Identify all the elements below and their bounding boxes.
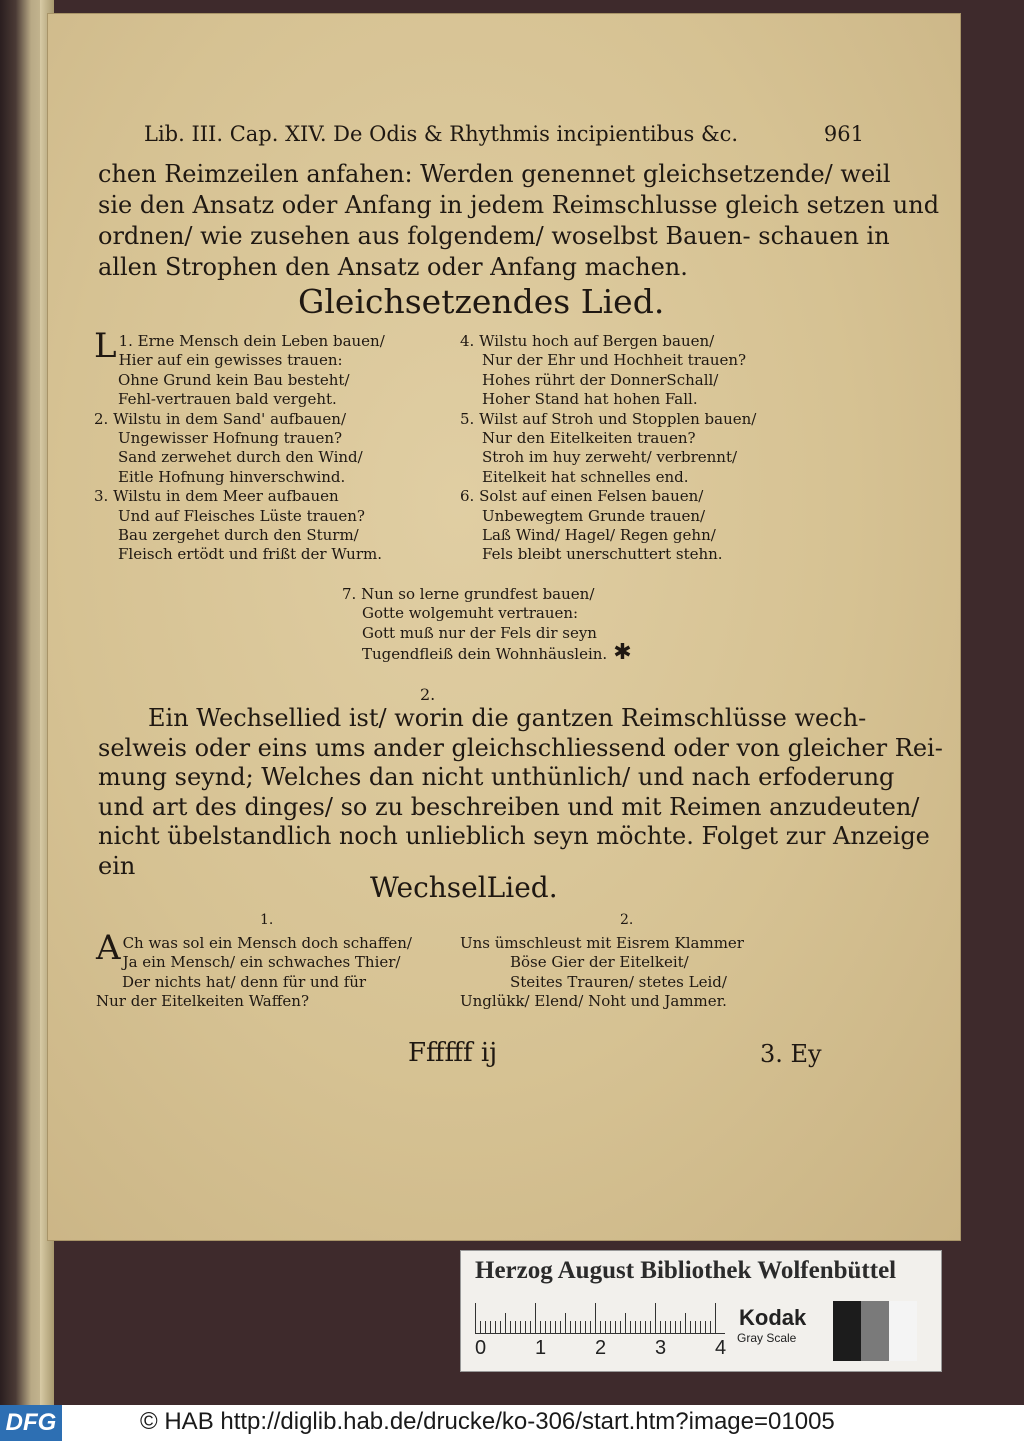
book-page [48,14,960,1240]
text-line: selweis oder eins ums ander gleichschliessend oder von gleicher Rei- [98,733,943,762]
stanza-number: 6. [460,487,475,506]
stanza-3 [94,487,385,565]
text-line: nicht übelstandlich noch unlieblich seyn möchte. Folget zur Anzeige [98,822,930,850]
ruler-tick [585,1321,586,1333]
measurement-ruler [475,1299,725,1334]
ruler-tick [635,1321,636,1333]
library-name: Herzog August Bibliothek Wolfenbüttel [475,1257,897,1284]
verse-line: Nun so lerne grundfest bauen/ [361,585,595,603]
ruler-numbers [475,1337,735,1361]
ruler-tick [690,1321,691,1333]
ruler-tick [695,1321,696,1333]
ruler-tick [510,1321,511,1333]
gray-swatch [861,1301,889,1361]
ruler-number: 4 [715,1337,727,1359]
verse-line: Nur der Ehr und Hochheit trauen? [482,351,747,370]
ruler-tick [480,1321,481,1333]
library-color-card [460,1250,942,1372]
gray-swatch [889,1301,917,1361]
verse-line: Gotte wolgemuht vertrauen: [362,604,579,623]
verse-line: Bau zergehet durch den Sturm/ [118,526,359,545]
verse-line: Laß Wind/ Hagel/ Regen gehn/ [482,526,716,545]
ruler-tick [705,1321,706,1333]
verse-line: Erne Mensch dein Leben bauen/ [137,332,385,350]
text-line: mung seynd; Welches dan nicht unthünlich/ und nach erfoderung [98,763,895,791]
verse-line: Hohes rührt der DonnerSchall/ [482,370,719,389]
stanza-1 [94,326,385,410]
stanza-number: 1. [118,332,133,350]
verse-line: Tugendfleiß dein Wohnhäuslein. [362,645,608,664]
ruler-tick [595,1303,596,1333]
verse-line: Hoher Stand hat hohen Fall. [482,390,698,409]
copyright-url: © HAB http://diglib.hab.de/drucke/ko-306/start.htm?image=01005 [140,1408,835,1435]
ruler-tick [580,1321,581,1333]
ruler-tick [555,1321,556,1333]
ruler-tick [475,1303,476,1333]
ruler-tick [505,1313,506,1333]
kodak-brand: Kodak [739,1305,807,1330]
running-head [144,122,864,152]
stanza-2 [94,410,385,488]
verse-line: Fels bleibt unerschuttert stehn. [482,545,723,564]
drop-capital: A [96,928,121,968]
verse-line: Fehl-vertrauen bald vergeht. [118,390,337,409]
ruler-tick [535,1303,536,1333]
poem2-left-column [96,928,412,1012]
stanza-number: 5. [460,409,475,428]
verse-line: Ch was sol ein Mensch doch schaffen/ [122,934,412,952]
ruler-tick [575,1321,576,1333]
verse-line: Stroh im huy zerweht/ verbrennt/ [482,448,738,467]
ruler-tick [600,1321,601,1333]
gray-scale-label: Gray Scale [737,1331,797,1345]
verse-line: Ohne Grund kein Bau besteht/ [118,370,350,389]
paragraph-1 [98,159,940,283]
ruler-tick [530,1321,531,1333]
stanza-7 [342,585,632,665]
running-head-title: Lib. III. Cap. XIV. De Odis & Rhythmis incipientibus &c. [144,122,739,146]
text-line: und art des dinges/ so zu beschreiben und mit Reimen anzudeuten/ [98,792,920,821]
signature-mark: Ffffff ij [408,1038,498,1068]
gray-swatches [833,1301,917,1361]
ruler-tick [615,1321,616,1333]
stanza-number: 3. [94,487,109,506]
verse-line: Fleisch ertödt und frißt der Wurm. [118,545,382,564]
ruler-tick [685,1313,686,1333]
ruler-tick [645,1321,646,1333]
stanza-5 [460,410,756,488]
verse-line: Sand zerwehet durch den Wind/ [118,448,363,467]
verse-line: Hier auf ein gewisses trauen: [118,351,343,370]
ruler-tick [655,1303,656,1333]
verse-line: Nur der Eitelkeiten Waffen? [96,992,309,1011]
ruler-tick [590,1321,591,1333]
verse-line: Nur den Eitelkeiten trauen? [482,429,696,448]
poem-title-wechsellied: WechselLied. [370,871,558,904]
ruler-tick [485,1321,486,1333]
verse-line: Und auf Fleisches Lüste trauen? [118,506,365,525]
verse-line: Gott muß nur der Fels dir seyn [362,623,597,642]
ruler-number: 1 [535,1337,547,1359]
ruler-tick [660,1321,661,1333]
text-line: chen Reimzeilen anfahen: Werden genennet gleichsetzende/ weil [98,160,891,188]
stanza-6 [460,487,756,565]
ruler-tick [715,1303,716,1333]
verse-line: Ungewisser Hofnung trauen? [118,429,343,448]
ruler-number: 0 [475,1337,487,1359]
ruler-tick [550,1321,551,1333]
ruler-tick [525,1321,526,1333]
verse-line: Solst auf einen Felsen bauen/ [479,487,704,506]
poem1-right-column [460,332,756,565]
column-number-2: 2. [620,912,634,928]
poem-title-gleichsetzendes: Gleichsetzendes Lied. [298,282,665,321]
ruler-tick [515,1321,516,1333]
ruler-tick [630,1321,631,1333]
verse-line: Unglükk/ Elend/ Noht und Jammer. [460,992,727,1011]
ruler-tick [710,1321,711,1333]
stanza-number: 7. [342,585,357,603]
poem2-right-column [460,934,744,1012]
ruler-tick [640,1321,641,1333]
ruler-tick [540,1321,541,1333]
dfg-logo: DFG [0,1405,62,1441]
catchword: 3. Ey [760,1040,822,1068]
ruler-tick [560,1321,561,1333]
text-line: allen Strophen den Ansatz oder Anfang machen. [98,253,688,281]
verse-line: Wilstu hoch auf Bergen bauen/ [479,332,715,350]
ruler-tick [675,1321,676,1333]
verse-line: Böse Gier der Eitelkeit/ [510,953,689,972]
ruler-number: 2 [595,1337,607,1359]
page-number: 961 [823,122,864,146]
verse-line: Wilstu in dem Sand' aufbauen/ [113,409,347,428]
ruler-tick [620,1321,621,1333]
column-number-1: 1. [260,912,274,928]
verse-line: Ja ein Mensch/ ein schwaches Thier/ [122,953,401,972]
ruler-tick [650,1321,651,1333]
verse-line: Steites Trauren/ stetes Leid/ [510,972,727,991]
footer-bar [0,1405,1024,1441]
text-line: ein [98,851,136,880]
ruler-tick [520,1321,521,1333]
verse-line: Eitle Hofnung hinverschwind. [118,467,346,486]
ruler-number: 3 [655,1337,667,1359]
verse-line: Wilst auf Stroh und Stopplen bauen/ [479,409,757,428]
section-number: 2. [420,685,436,704]
asterisk-ornament: ✱ [613,640,632,666]
text-line: sie den Ansatz oder Anfang in jedem Reimschlusse gleich setzen und [98,191,940,219]
ruler-tick [680,1321,681,1333]
ruler-tick [605,1321,606,1333]
ruler-tick [545,1321,546,1333]
text-line: ordnen/ wie zusehen aus folgendem/ woselbst Bauen- schauen in [98,222,890,250]
ruler-tick [490,1321,491,1333]
ruler-tick [625,1313,626,1333]
stanza-4 [460,332,756,410]
paragraph-2 [98,704,943,881]
poem1-left-column [94,326,385,565]
verse-line: Uns ümschleust mit Eisrem Klammer [460,934,744,952]
verse-line: Der nichts hat/ denn für und für [122,972,367,991]
ruler-tick [495,1321,496,1333]
ruler-tick [565,1313,566,1333]
verse-line: Eitelkeit hat schnelles end. [482,467,689,486]
gray-swatch [833,1301,861,1361]
ruler-tick [670,1321,671,1333]
verse-line: Unbewegtem Grunde trauen/ [482,506,706,525]
stanza-number: 4. [460,332,475,350]
verse-line: Wilstu in dem Meer aufbauen [113,487,339,506]
ruler-tick [610,1321,611,1333]
drop-capital: L [94,326,117,366]
ruler-tick [570,1321,571,1333]
stanza-number: 2. [94,409,109,428]
ruler-tick [700,1321,701,1333]
text-line: Ein Wechsellied ist/ worin die gantzen Reimschlüsse wech- [148,704,867,732]
ruler-tick [665,1321,666,1333]
ruler-tick [500,1321,501,1333]
